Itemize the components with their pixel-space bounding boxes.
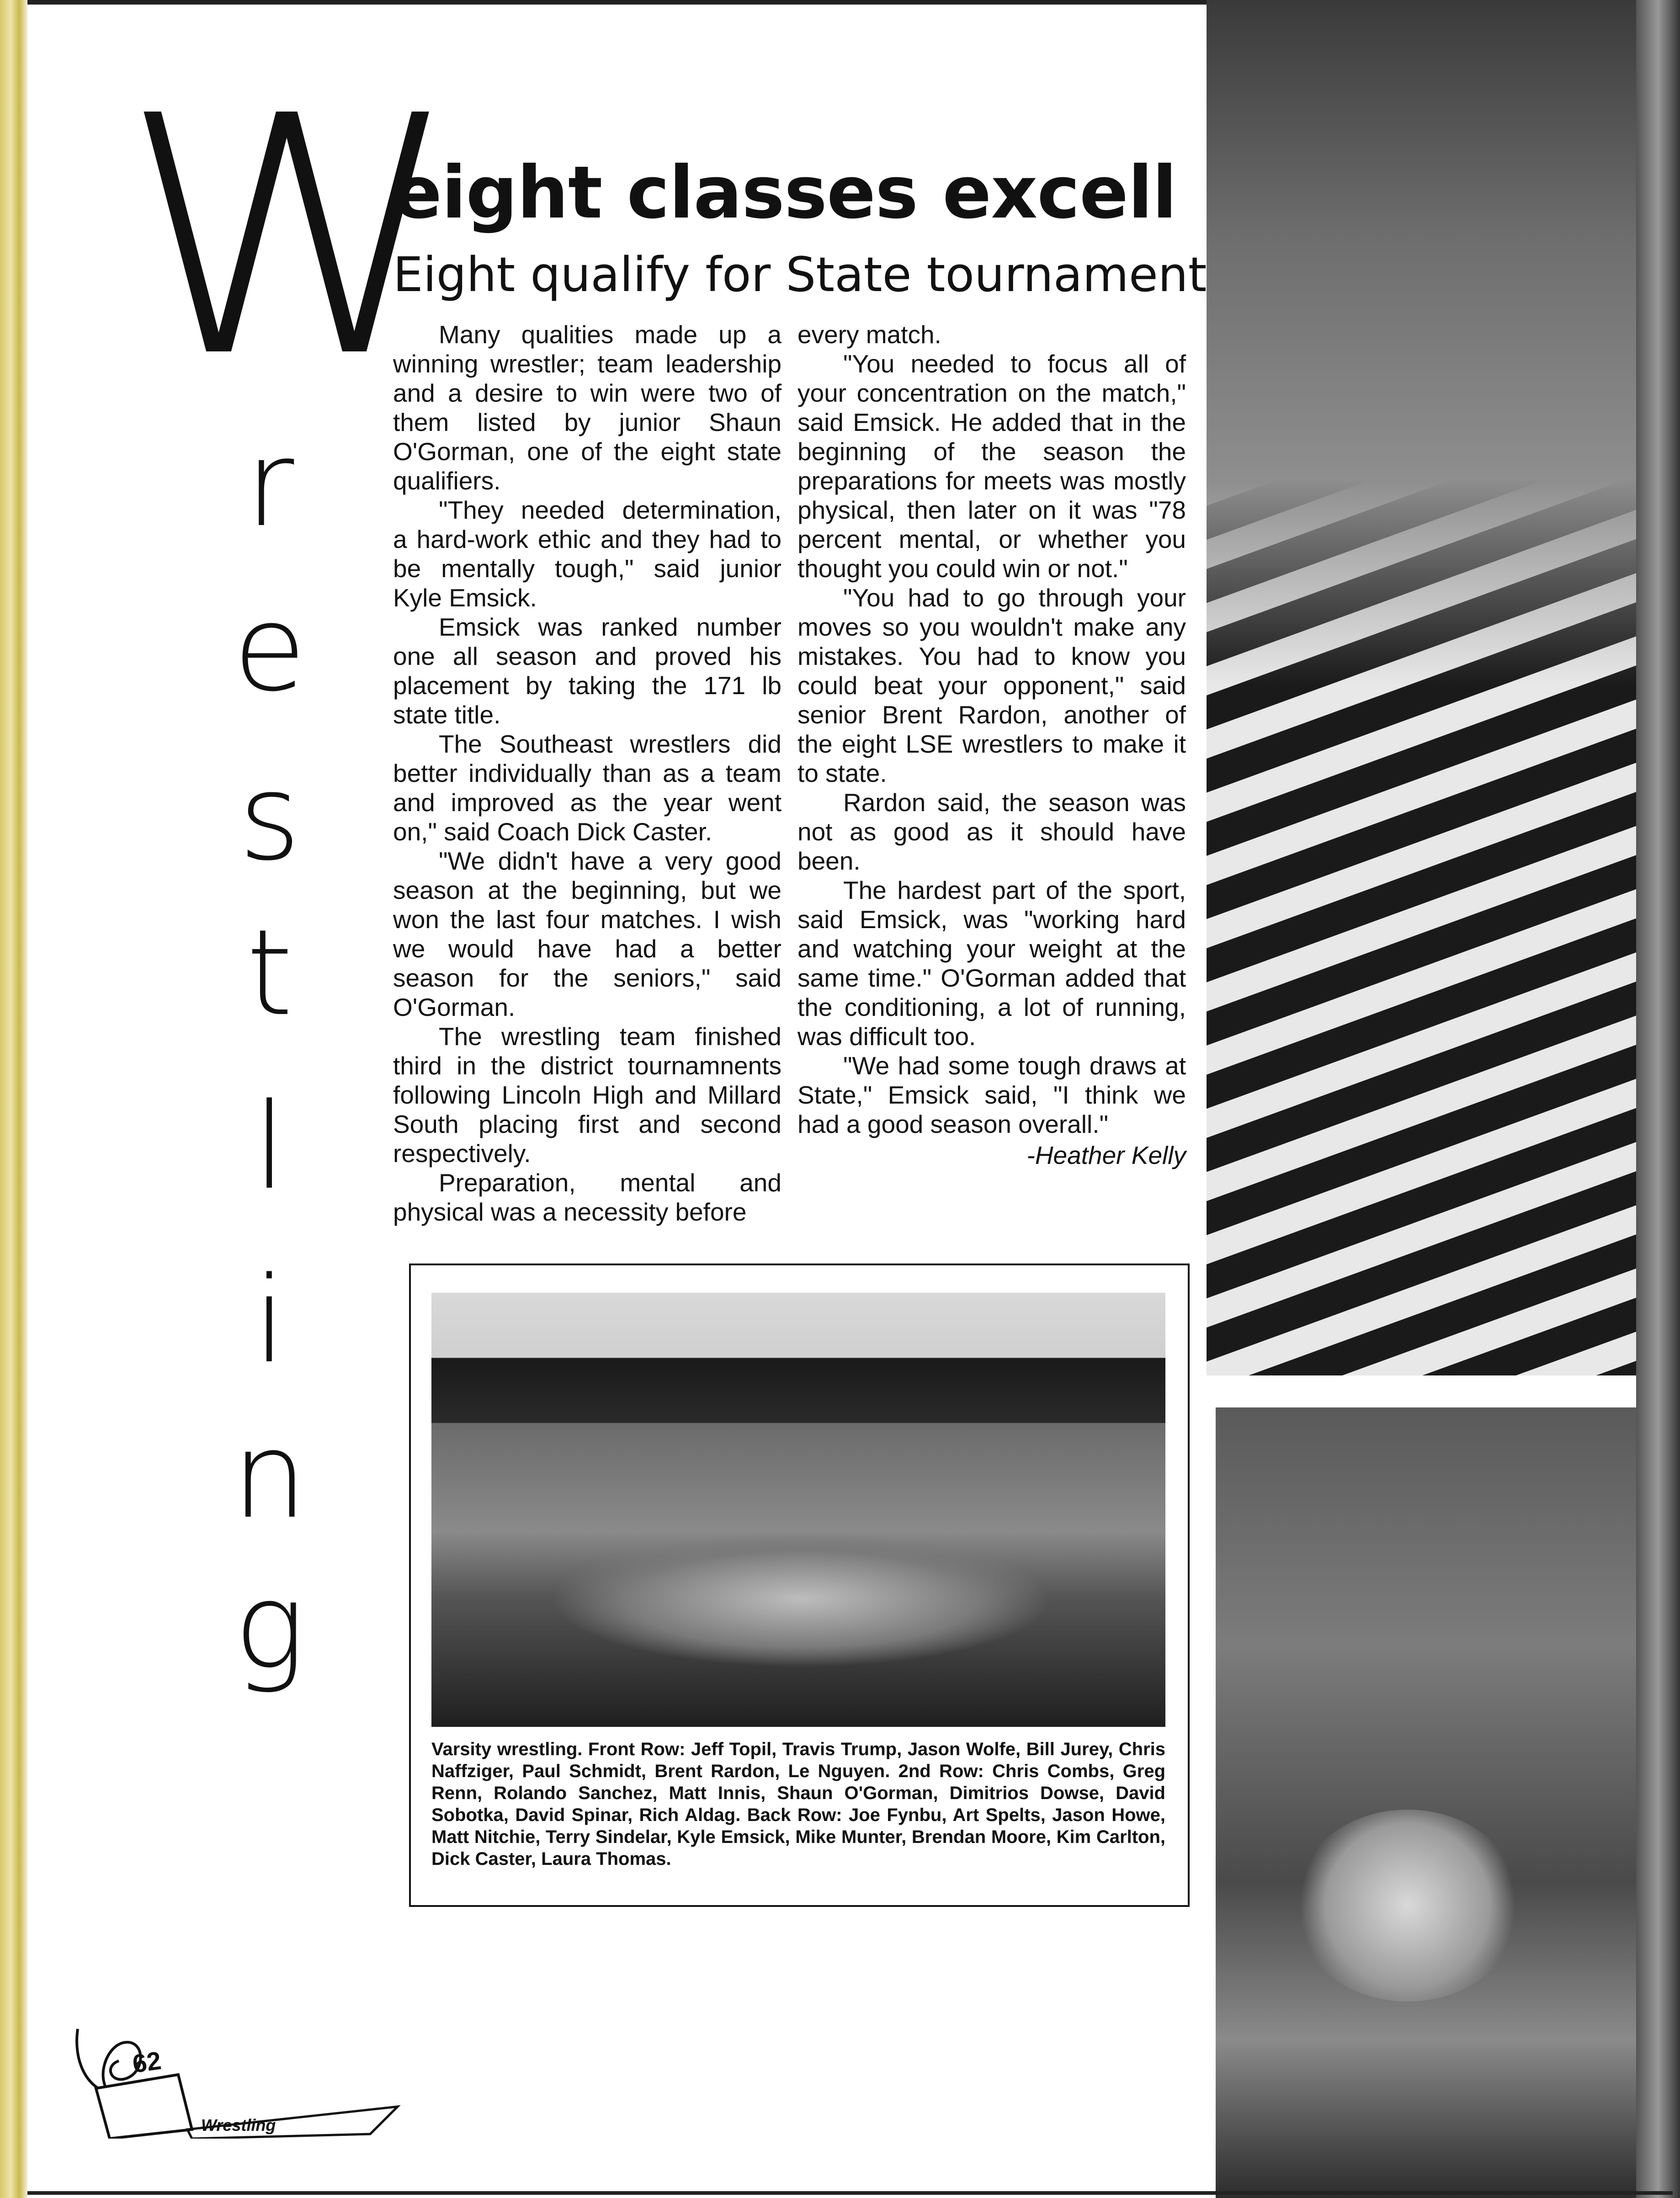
vertical-letter: i	[253, 1252, 287, 1390]
section-label: Wrestling	[201, 2116, 276, 2134]
byline: -Heather Kelly	[1026, 1141, 1186, 1169]
subheadline: Eight qualify for State tournament	[393, 247, 1207, 303]
paragraph: Emsick was ranked number one all season and proved his placement by taking the 171 lb state title.	[393, 613, 782, 729]
vertical-letter: n	[232, 1407, 308, 1545]
paragraph: The Southeast wrestlers did better individually than as a team and improved as the year went on," said Coach Dick Caster.	[393, 730, 782, 846]
paragraph: "We had some tough draws at State," Emsick said, "I think we had a good season overall."	[797, 1051, 1186, 1138]
paragraph: "They needed determination, a hard-work ethic and they had to be mentally tough," said junior Kyle Emsick.	[393, 496, 782, 612]
drop-cap: W	[120, 46, 462, 429]
team-photo	[431, 1293, 1165, 1727]
book-binding	[0, 0, 27, 2198]
vertical-letter: t	[246, 904, 293, 1042]
paragraph: "You had to go through your moves so you wouldn't make any mistakes. You had to know you could beat your opponent," said senior Brent Rardon, another of the eight LSE wrestlers to make it to state.	[797, 584, 1186, 787]
photo-caption: Varsity wrestling. Front Row: Jeff Topil, Travis Trump, Jason Wolfe, Bill Jurey, Chris Naffziger, Paul Schmidt, Brent Rardon, Le Nguyen. 2nd Row: Chris Combs, Greg Renn, Rolando Sanchez, Matt Innis, Shaun O'Gorman, Dimitrios Dowse, David Sobotka, David Spinar, Rich Aldag. Back Row: Joe Fynbu, Art Spelts, Jason Howe, Matt Nitchie, Terry Sindelar, Kyle Emsick, Mike Munter, Brendan Moore, Kim Carlton, Dick Caster, Laura Thomas.	[431, 1739, 1165, 1869]
wrestler-photo	[1216, 1407, 1680, 2198]
vertical-letter: s	[239, 749, 301, 887]
paragraph: The wrestling team finished third in the district tournamnents following Lincoln High and Millard South placing first and second respectively.	[393, 1022, 782, 1168]
vertical-letter: r	[245, 415, 294, 553]
page-edge	[1636, 0, 1680, 2198]
page-number: 62	[130, 2045, 163, 2079]
paragraph: Many qualities made up a winning wrestler; team leadership and a desire to win were two of them listed by junior Shaun O'Gorman, one of the eight state qualifiers.	[393, 320, 782, 495]
paragraph: "You needed to focus all of your concentration on the match," said Emsick. He added that in the beginning of the season the preparations for meets was mostly physical, then later on it was "78 percent mental, or whether you thought you could win or not."	[797, 350, 1186, 583]
team-photo-frame	[409, 1264, 1190, 1907]
article-column-1	[393, 320, 782, 1226]
vertical-letter: g	[234, 1558, 306, 1696]
headline: eight classes excell	[393, 151, 1177, 235]
paragraph: The hardest part of the sport, said Emsick, was "working hard and watching your weight at the same time." O'Gorman added that the conditioning, a lot of running, was difficult too.	[797, 876, 1186, 1051]
vertical-letter: e	[233, 580, 306, 718]
top-border	[27, 0, 1216, 5]
paragraph: Rardon said, the season was not as good as it should have been.	[797, 788, 1186, 875]
photo-divider	[1207, 1375, 1680, 1407]
referee-photo	[1207, 0, 1680, 1375]
bottom-border	[27, 2191, 1673, 2195]
paragraph: "We didn't have a very good season at the beginning, but we won the last four matches. I wish we would have had a better season for the seniors," said O'Gorman.	[393, 847, 782, 1021]
paragraph-continuation: every match.	[797, 320, 941, 349]
article-column-2	[797, 320, 1186, 1170]
paragraph: Preparation, mental and physical was a necessity before	[393, 1168, 782, 1226]
vertical-letter: l	[253, 1078, 287, 1216]
